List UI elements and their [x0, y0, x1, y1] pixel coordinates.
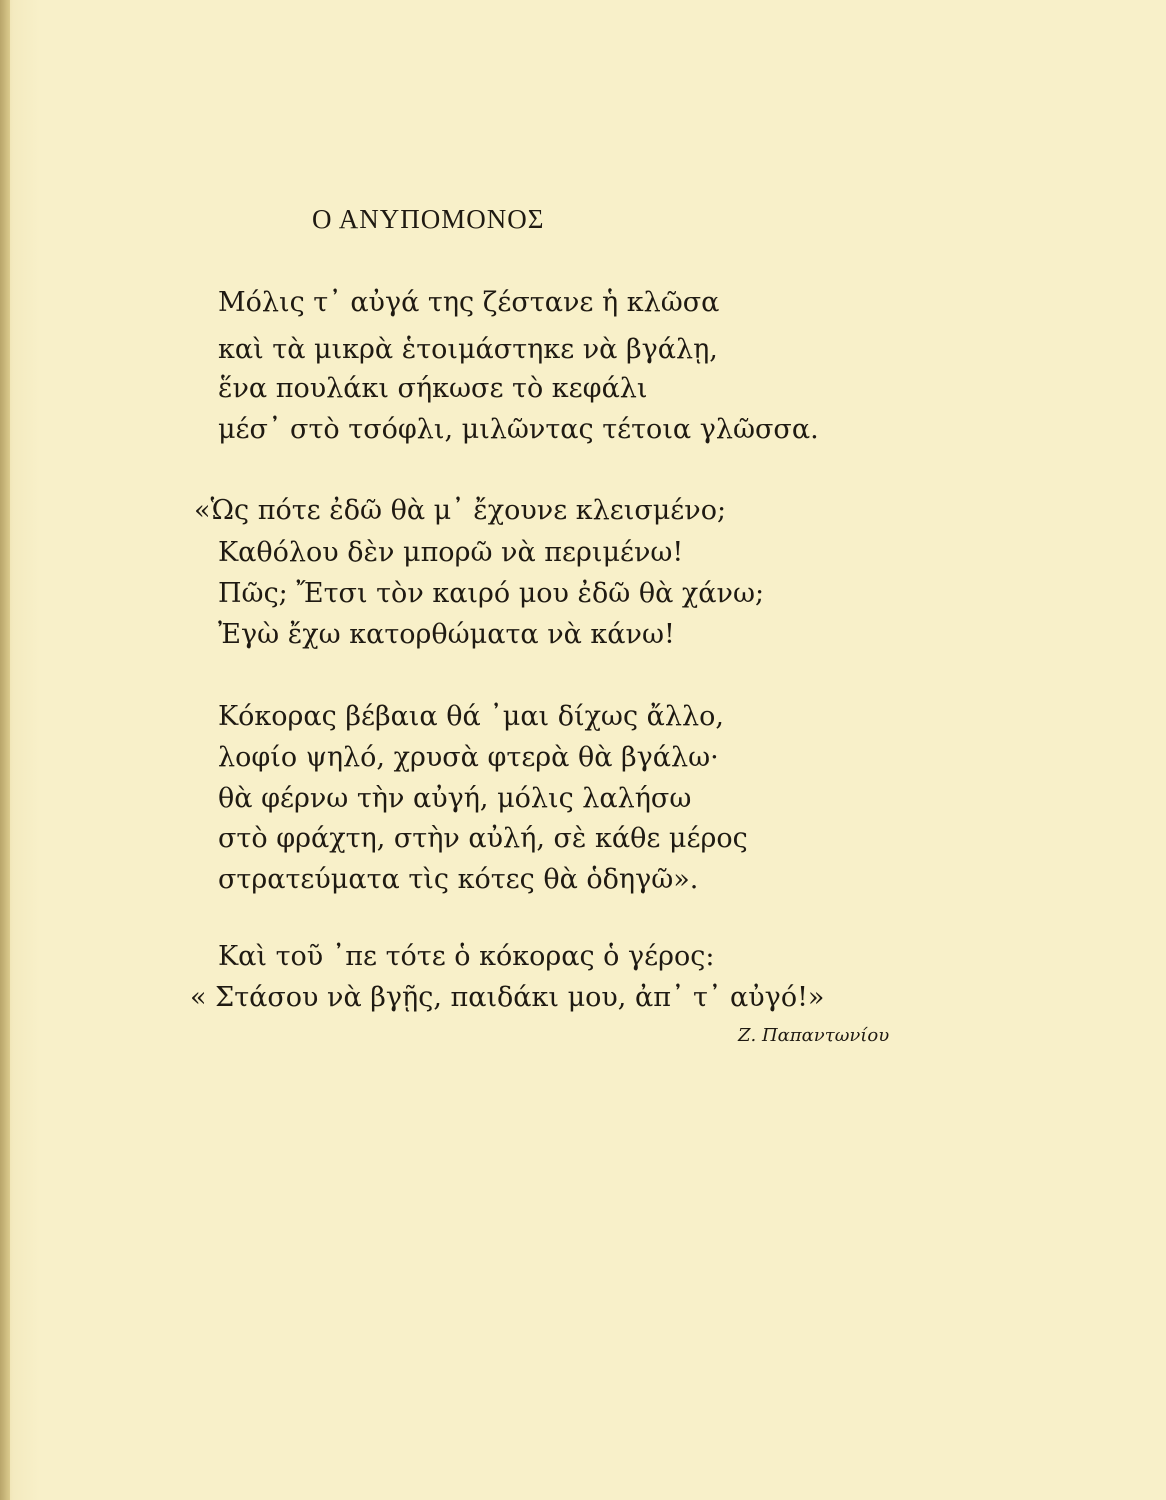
poem-line: ἕνα πουλάκι σήκωσε τὸ κεφάλι [218, 373, 648, 404]
poem-line: στὸ φράχτη, στὴν αὐλή, σὲ κάθε μέρος [218, 823, 748, 854]
poem-line: Καθόλου δὲν μπορῶ νὰ περιμένω! [218, 537, 684, 568]
poem-line: Πῶς; Ἔτσι τὸν καιρό μου ἐδῶ θὰ χάνω; [218, 578, 765, 609]
poem-line: « Στάσου νὰ βγῇς, παιδάκι μου, ἀπ᾽ τ᾽ αὐγό!» [190, 982, 825, 1013]
page-edge-shadow [0, 0, 10, 1500]
poem-line: μέσ᾽ στὸ τσόφλι, μιλῶντας τέτοια γλῶσσα. [218, 414, 819, 445]
poem-line: «Ὡς πότε ἐδῶ θὰ μ᾽ ἔχουνε κλεισμένο; [194, 495, 727, 526]
author-signature: Ζ. Παπαντωνίου [738, 1025, 890, 1046]
poem-line: Μόλις τ᾽ αὐγά της ζέστανε ἡ κλῶσα [218, 287, 720, 318]
poem-line: Καὶ τοῦ ᾽πε τότε ὁ κόκορας ὁ γέρος: [218, 941, 715, 972]
poem-line: θὰ φέρνω τὴν αὐγή, μόλις λαλήσω [218, 783, 692, 814]
poem-line: στρατεύματα τὶς κότες θὰ ὁδηγῶ». [218, 864, 699, 895]
poem-line: καὶ τὰ μικρὰ ἑτοιμάστηκε νὰ βγάλῃ, [218, 334, 718, 365]
poem-line: Κόκορας βέβαια θά ᾽μαι δίχως ἄλλο, [218, 701, 724, 732]
poem-line: λοφίο ψηλό, χρυσὰ φτερὰ θὰ βγάλω· [218, 742, 719, 773]
poem-title: Ο ΑΝΥΠΟΜΟΝΟΣ [312, 204, 545, 234]
poem-line: Ἐγὼ ἔχω κατορθώματα νὰ κάνω! [218, 619, 675, 650]
